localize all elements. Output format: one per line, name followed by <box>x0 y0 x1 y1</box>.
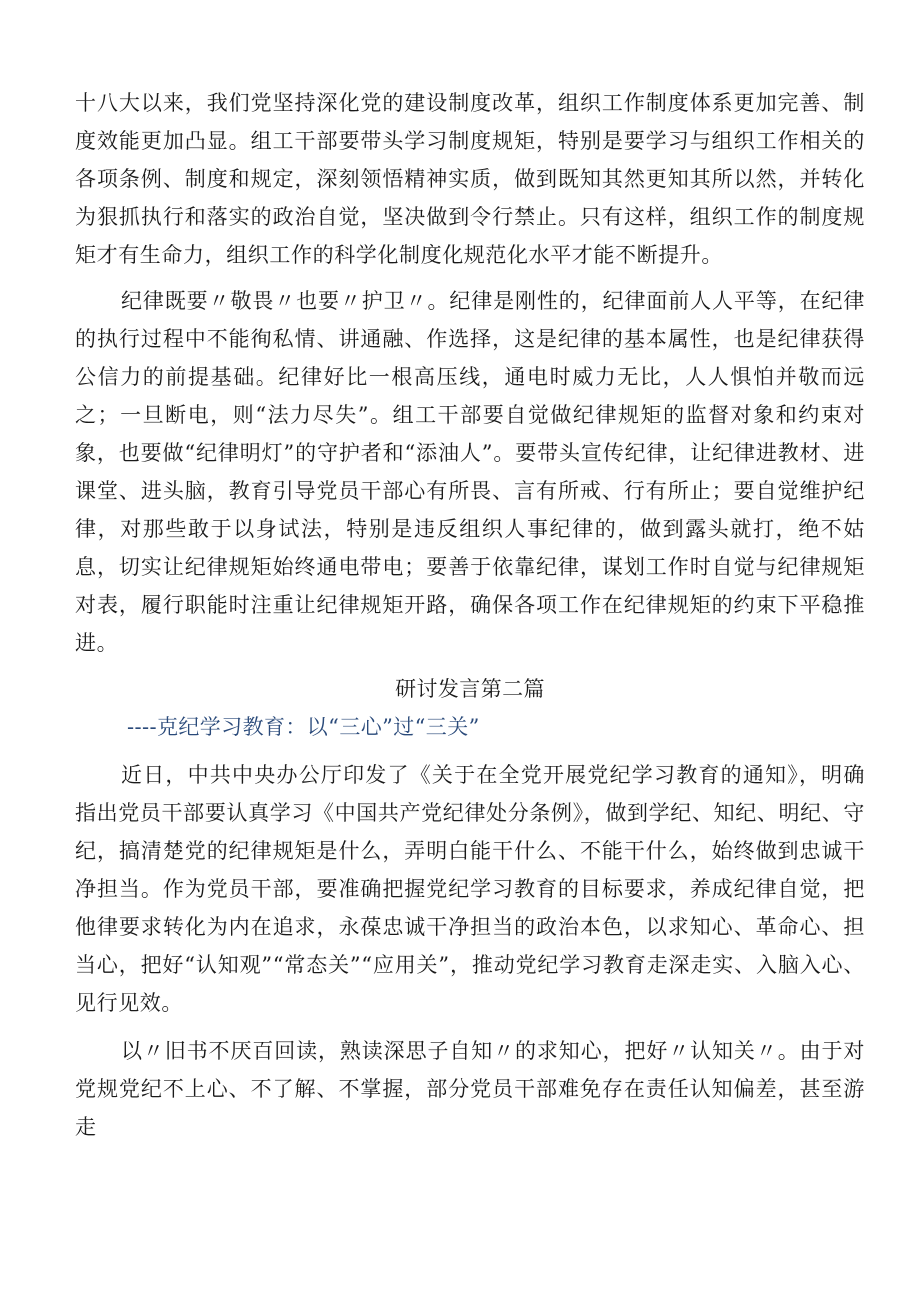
paragraph-notice-intro: 近日，中共中央办公厅印发了《关于在全党开展党纪学习教育的通知》，明确指出党员干部要认真学习《中国共产党纪律处分条例》，做到学纪、知纪、明纪、守纪，搞清楚党的纪律规矩是什么，弄明白能干什么、不能干什么，始终做到忠诚干净担当。作为党员干部，要准确把握党纪学习教育的目标要求，养成纪律自觉，把他律要求转化为内在追求，永葆忠诚干净担当的政治本色，以求知心、革命心、担当心，把好“认知观”“常态关”“应用关”，推动党纪学习教育走深走实、入脑入心、见行见效。 <box>75 763 865 1015</box>
section-subtitle: ----克纪学习教育：以“三心”过“三关” <box>127 715 480 739</box>
section-title: 研讨发言第二篇 <box>395 677 545 701</box>
paragraph-cognition-pass: 以〃旧书不厌百回读，熟读深思子自知〃的求知心，把好〃认知关〃。由于对党规党纪不上心、不了解、不掌握，部分党员干部难免存在责任认知偏差，甚至游走 <box>75 1039 865 1139</box>
document-body <box>75 84 865 1146</box>
paragraph-discipline-respect: 纪律既要〃敬畏〃也要〃护卫〃。纪律是刚性的，纪律面前人人平等，在纪律的执行过程中不能徇私情、讲通融、作选择，这是纪律的基本属性，也是纪律获得公信力的前提基础。纪律好比一根高压线，通电时威力无比，人人惧怕并敬而远之；一旦断电，则“法力尽失”。组工干部要自觉做纪律规矩的监督对象和约束对象，也要做“纪律明灯”的守护者和“添油人”。要带头宣传纪律，让纪律进教材、进课堂、进头脑，教育引导党员干部心有所畏、言有所戒、行有所止；要自觉维护纪律，对那些敢于以身试法，特别是违反组织人事纪律的，做到露头就打，绝不姑息，切实让纪律规矩始终通电带电；要善于依靠纪律，谋划工作时自觉与纪律规矩对表，履行职能时注重让纪律规矩开路，确保各项工作在纪律规矩的约束下平稳推进。 <box>75 289 865 655</box>
paragraph-system-rules: 十八大以来，我们党坚持深化党的建设制度改革，组织工作制度体系更加完善、制度效能更加凸显。组工干部要带头学习制度规矩，特别是要学习与组织工作相关的各项条例、制度和规定，深刻领悟精神实质，做到既知其然更知其所以然，并转化为狠抓执行和落实的政治自觉，坚决做到令行禁止。只有这样，组织工作的制度规矩才有生命力，组织工作的科学化制度化规范化水平才能不断提升。 <box>75 91 865 267</box>
